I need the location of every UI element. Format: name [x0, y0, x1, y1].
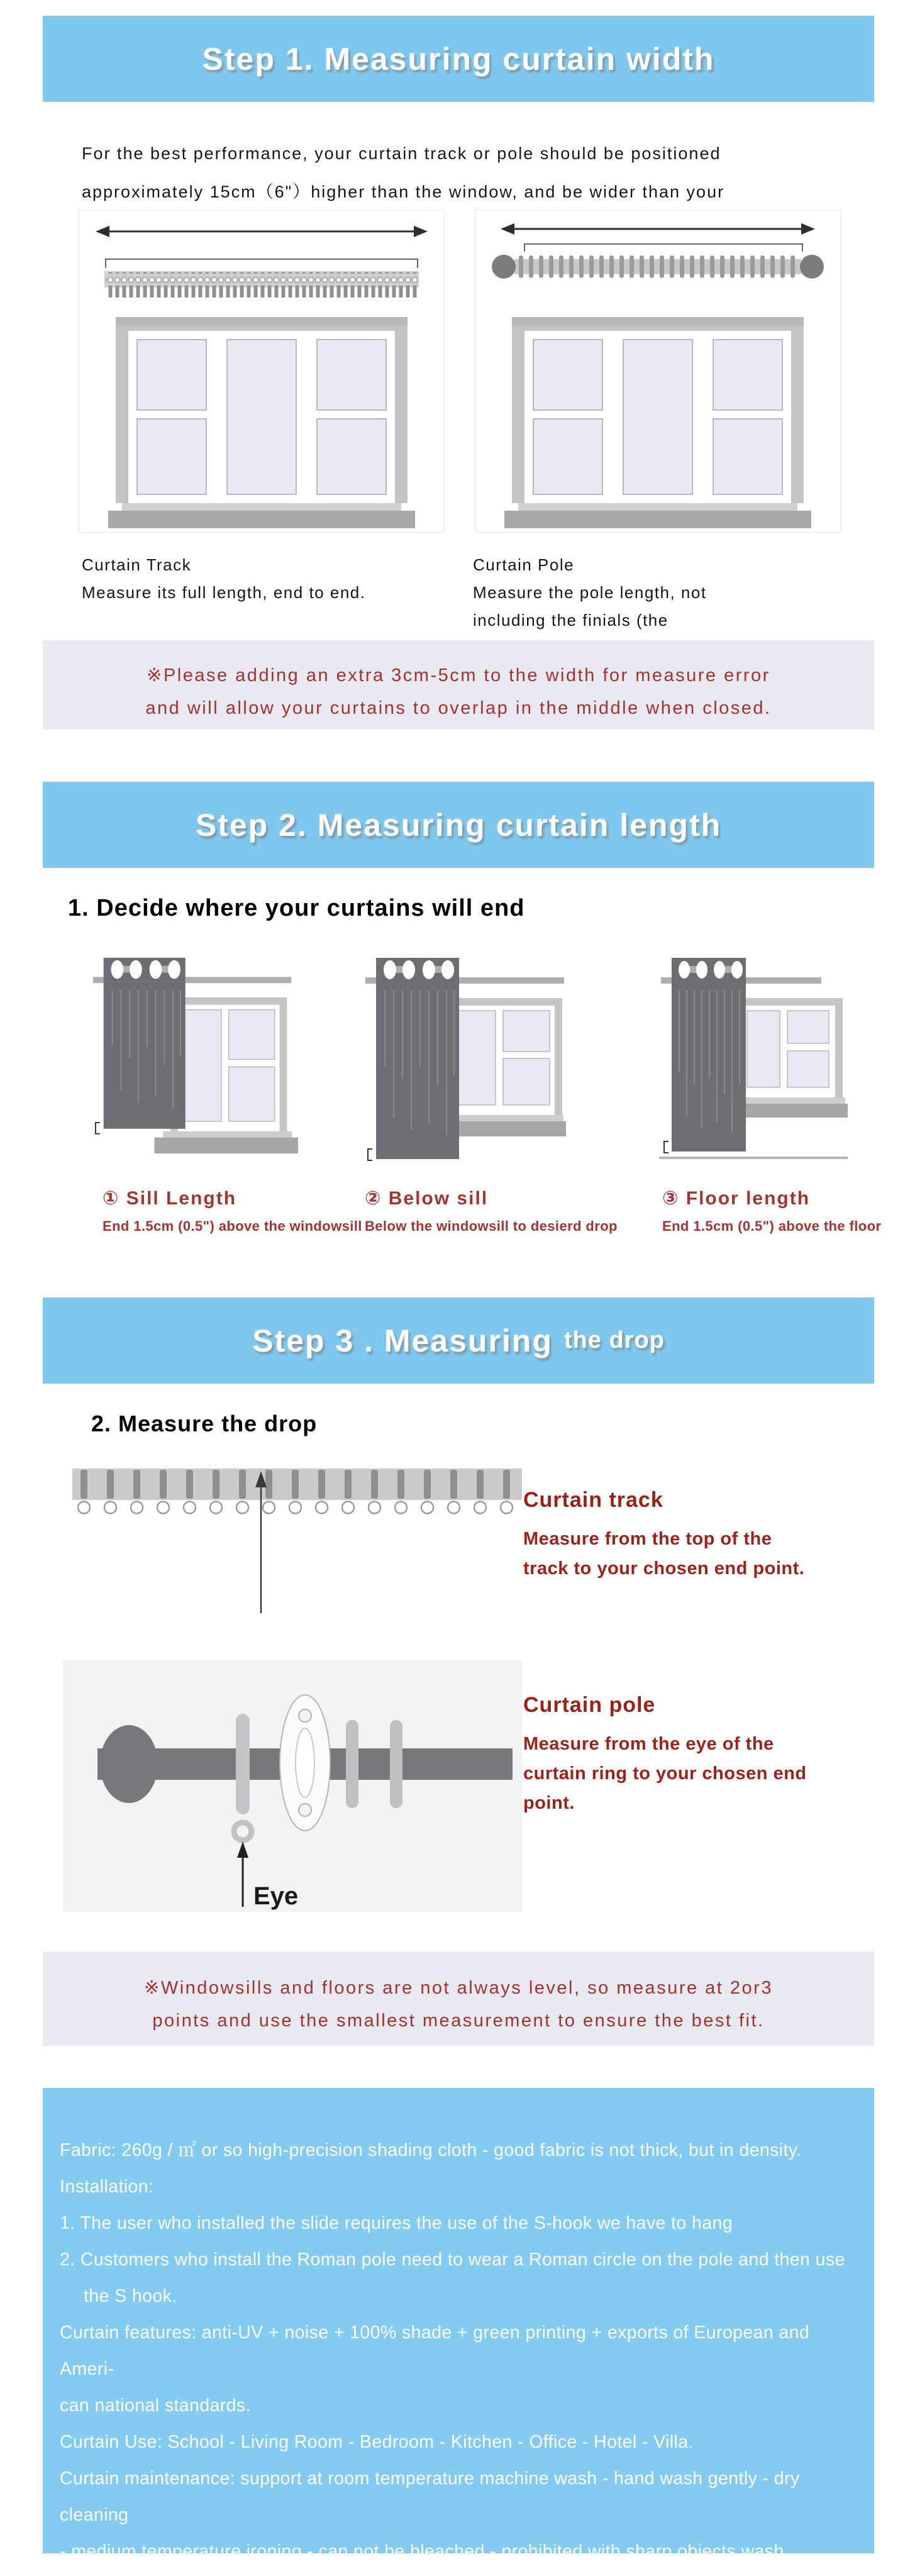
step3-header-subtitle: the drop [563, 1327, 665, 1353]
caption3-number: ③ [662, 1188, 680, 1209]
curtain-track-window-figure [79, 209, 445, 533]
window-track-diagram [79, 210, 444, 532]
track-label-desc: Measure its full length, end to end. [82, 583, 366, 602]
curtain-pole-window-figure [475, 209, 841, 533]
caption2-desc: Below the windowsill to desierd drop [365, 1218, 618, 1234]
curtain-track-drop-diagram [72, 1468, 522, 1614]
track-label-block [82, 551, 365, 606]
intro-line-1: For the best performance, your curtain track or pole should be positioned [82, 144, 721, 163]
pole-label-block [473, 551, 707, 634]
curtain-pole-desc-2: curtain ring to your chosen end [523, 1763, 807, 1784]
width-warning-line-2: and will allow your curtains to overlap in the middle when closed. [145, 698, 772, 718]
level-warning-note [43, 1951, 874, 2046]
pole-label-desc-2: including the finials (the [473, 611, 669, 630]
step1-intro-paragraph [82, 135, 724, 211]
info-line-install-2b: the S hook. [84, 2286, 177, 2306]
step1-header-band [43, 16, 874, 102]
pole-label-desc-1: Measure the pole length, not [473, 583, 707, 602]
product-info-box [43, 2088, 874, 2562]
curtain-pole-desc [523, 1729, 807, 1818]
level-warning-line-2: points and use the smallest measurement to ensure the best fit. [152, 2011, 765, 2031]
info-line-installation: Installation: [60, 2177, 154, 2197]
caption1-desc: End 1.5cm (0.5") above the windowsill [103, 1218, 362, 1234]
caption3-desc: End 1.5cm (0.5") above the floor [662, 1218, 882, 1234]
step2-header-title: Step 2. Measuring curtain length [195, 807, 722, 843]
info-line-use: Curtain Use: School - Living Room - Bedroom - Kitchen - Office - Hotel - Villa. [60, 2432, 694, 2452]
intro-line-2: approximately 15cm（6"）higher than the window, and be wider than your [82, 182, 725, 201]
sill-length-caption [103, 1187, 362, 1235]
info-line-fabric: Fabric: 260g / ㎡ or so high-precision shading cloth - good fabric is not thick, but in density. [60, 2140, 802, 2160]
step2-subheading: 1. Decide where your curtains will end [68, 895, 525, 921]
curtain-pole-drop-diagram [63, 1660, 522, 1912]
curtain-track-title: Curtain track [523, 1488, 663, 1512]
track-drop-figure [72, 1468, 522, 1614]
step1-header-title: Step 1. Measuring curtain width [202, 41, 715, 77]
window-pole-diagram [475, 210, 840, 532]
floor-length-figure [659, 947, 848, 1173]
below-sill-figure [363, 947, 566, 1170]
curtain-track-desc-1: Measure from the top of the [523, 1529, 772, 1549]
floor-length-caption [662, 1187, 881, 1235]
pole-label-title: Curtain Pole [473, 555, 575, 574]
info-line-maintenance-2: - medium temperature ironing - can not be bleached - prohibited with sharp objects wash. [60, 2541, 789, 2562]
caption2-number: ② [365, 1188, 382, 1209]
pole-drop-figure [63, 1660, 522, 1912]
info-line-features-2: can national standards. [60, 2396, 251, 2416]
floor-length-diagram [659, 947, 848, 1173]
curtain-track-desc-2: track to your chosen end point. [523, 1558, 805, 1579]
caption2-title: Below sill [388, 1188, 489, 1209]
info-line-features: Curtain features: anti-UV + noise + 100% shade + green printing + exports of European and Ameri- [60, 2323, 810, 2379]
width-warning-note [43, 640, 874, 730]
below-sill-diagram [363, 947, 566, 1170]
curtain-pole-desc-1: Measure from the eye of the [523, 1734, 774, 1754]
caption1-title: Sill Length [126, 1188, 237, 1209]
info-line-install-2: 2. Customers who install the Roman pole need to wear a Roman circle on the pole and then use [60, 2250, 845, 2270]
sill-length-diagram [91, 947, 302, 1170]
sill-length-figure [91, 947, 302, 1170]
info-line-maintenance: Curtain maintenance: support at room temperature machine wash - hand wash gently - dry cleaning [60, 2468, 800, 2525]
step3-header-title: Step 3 . Measuring [252, 1323, 553, 1358]
eye-label: Eye [253, 1882, 299, 1910]
step3-header-band [43, 1297, 874, 1384]
step3-subheading: 2. Measure the drop [91, 1411, 318, 1436]
curtain-pole-title: Curtain pole [523, 1693, 656, 1717]
caption1-number: ① [103, 1188, 120, 1209]
caption3-title: Floor length [685, 1188, 811, 1209]
track-label-title: Curtain Track [82, 555, 192, 574]
level-warning-line-1: ※Windowsills and floors are not always level, so measure at 2or3 [144, 1978, 773, 1998]
below-sill-caption [365, 1187, 618, 1235]
step2-header-band [43, 782, 874, 868]
curtain-pole-desc-3: point. [523, 1793, 575, 1813]
curtain-track-desc [523, 1524, 804, 1584]
width-warning-line-1: ※Please adding an extra 3cm-5cm to the width for measure error [147, 665, 770, 686]
info-line-install-1: 1. The user who installed the slide requires the use of the S-hook we have to hang [60, 2213, 733, 2233]
